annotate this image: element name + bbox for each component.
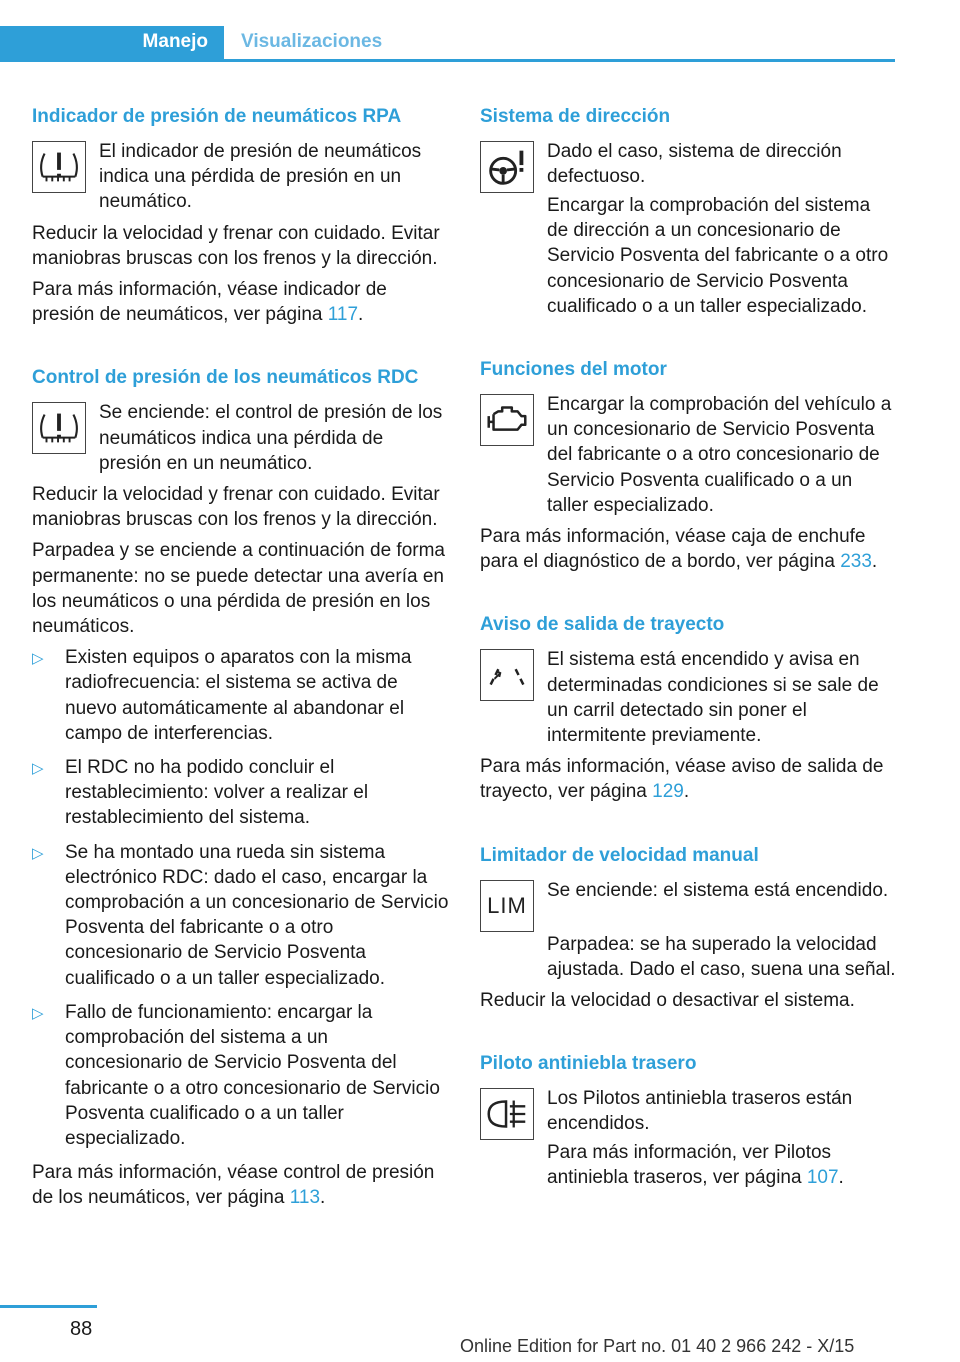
section-rdc — [32, 365, 450, 1210]
section-steering-icon-row — [480, 139, 896, 197]
section-rpa-p2: Para más información, véase indicador de presión de neumáticos, ver página 117. — [32, 279, 387, 326]
section-rdc-p3: Para más información, véase control de presión de los neumáticos, ver página 113. — [32, 1162, 435, 1209]
page-link-113[interactable]: 113 — [289, 1187, 321, 1209]
steering-wheel-warning-icon — [480, 141, 534, 193]
section-fog-icon-text: Los Pilotos antiniebla traseros están encendidos. — [547, 1088, 853, 1135]
section-limiter — [480, 843, 896, 1014]
section-lane-icon-row — [480, 647, 896, 748]
section-rpa-icon-text: El indicador de presión de neumáticos indica una pérdida de presión en un neumático. — [99, 141, 422, 213]
section-fog — [480, 1051, 896, 1190]
page-number-rule — [0, 1305, 97, 1308]
section-engine-p1: Para más información, véase caja de enchufe para el diagnóstico de a bordo, ver página 233. — [480, 526, 878, 573]
list-item: ▷ El RDC no ha podido concluir el restablecimiento: volver a realizar el restablecimiento del sistema. — [32, 757, 369, 829]
tab-manejo[interactable] — [0, 26, 224, 62]
section-rpa-p1: Reducir la velocidad y frenar con cuidado. Evitar maniobras bruscas con los frenos y la dirección. — [32, 222, 440, 269]
triangle-bullet-icon: ▷ — [32, 844, 44, 862]
section-steering-title: Sistema de dirección — [480, 106, 671, 127]
triangle-bullet-icon: ▷ — [32, 760, 44, 778]
section-limiter-title: Limitador de velocidad manual — [480, 844, 759, 866]
section-lane — [480, 612, 896, 804]
tab-manejo-label: Manejo — [142, 31, 208, 52]
header-rule — [0, 59, 895, 62]
section-engine-icon-text: Encargar la comprobación del vehículo a un concesionario de Servicio Posventa del fabricante o a otro concesionario de Servicio Posventa cualificado o a un taller especializado. — [547, 394, 892, 516]
section-rpa — [32, 104, 450, 327]
section-steering-icon-text: Dado el caso, sistema de dirección defectuoso. — [547, 141, 842, 188]
section-limiter-p1: Parpadea: se ha superado la velocidad ajustada. Dado el caso, suena una señal. — [547, 933, 896, 980]
left-column — [32, 104, 450, 1249]
page-link-117[interactable]: 117 — [327, 304, 359, 326]
section-rdc-bullets — [32, 645, 450, 1151]
section-rdc-p1: Reducir la velocidad y frenar con cuidado. Evitar maniobras bruscas con los frenos y la dirección. — [32, 484, 440, 531]
right-column — [480, 104, 896, 1229]
section-fog-title: Piloto antiniebla trasero — [480, 1053, 697, 1075]
section-engine-icon-row — [480, 392, 896, 518]
section-engine-title: Funciones del motor — [480, 359, 667, 381]
list-item: ▷ Fallo de funcionamiento: encargar la comprobación del sistema a un concesionario de Servicio Posventa del fabricante o a otro concesionario de Servicio Posventa cualificado o a un taller especializado. — [32, 1001, 440, 1149]
section-rdc-p2: Parpadea y se enciende a continuación de forma permanente: no se puede detectar una avería en los neumáticos o una pérdida de presión en los neumáticos. — [32, 540, 445, 638]
rear-fog-light-icon — [480, 1088, 534, 1140]
lim-label: LIM — [487, 893, 527, 919]
page-number: 88 — [70, 1318, 93, 1340]
section-steering — [480, 104, 896, 319]
triangle-bullet-icon: ▷ — [32, 650, 44, 668]
section-engine — [480, 357, 896, 574]
engine-check-icon — [480, 394, 534, 446]
section-fog-p1: Para más información, ver Pilotos antiniebla traseros, ver página 107. — [547, 1142, 844, 1189]
section-limiter-icon-text: Se enciende: el sistema está encendido. — [547, 879, 889, 901]
section-steering-p1: Encargar la comprobación del sistema de dirección a un concesionario de Servicio Posventa del fabricante o a otro concesionario de Servicio Posventa cualificado o a un taller especializado. — [547, 195, 889, 317]
section-lane-icon-text: El sistema está encendido y avisa en determinadas condiciones si se sale de un carril detectado sin poner el intermitente previamente. — [547, 649, 879, 747]
tire-pressure-control-icon — [32, 402, 86, 454]
speed-limiter-icon — [480, 880, 534, 932]
section-limiter-icon-row — [480, 878, 896, 936]
header-tab-bar — [0, 26, 895, 62]
section-rpa-icon-row — [32, 139, 450, 215]
page-link-107[interactable]: 107 — [806, 1167, 839, 1189]
list-item: ▷ Existen equipos o aparatos con la misma radiofrecuencia: el sistema se activa de nuevo automáticamente al abandonar el campo de interferencias. — [32, 647, 412, 744]
tire-pressure-warning-icon — [32, 141, 86, 193]
section-rdc-title: Control de presión de los neumáticos RDC — [32, 367, 419, 389]
section-rpa-title: Indicador de presión de neumáticos RPA — [32, 106, 402, 127]
page-link-233[interactable]: 233 — [840, 551, 872, 573]
triangle-bullet-icon: ▷ — [32, 1004, 44, 1022]
page-link-129[interactable]: 129 — [652, 781, 684, 803]
section-limiter-p2: Reducir la velocidad o desactivar el sistema. — [480, 990, 855, 1012]
section-fog-icon-row — [480, 1086, 896, 1144]
section-lane-title: Aviso de salida de trayecto — [480, 614, 725, 636]
section-rdc-icon-row — [32, 400, 450, 476]
section-rdc-icon-text: Se enciende: el control de presión de los neumáticos indica una pérdida de presión en un neumático. — [99, 402, 443, 474]
lane-departure-icon — [480, 649, 534, 701]
section-lane-p1: Para más información, véase aviso de salida de trayecto, ver página 129. — [480, 756, 884, 803]
footer-edition: Online Edition for Part no. 01 40 2 966 242 - X/15 — [460, 1336, 855, 1356]
tab-visualizaciones[interactable]: Visualizaciones — [241, 31, 383, 52]
list-item: ▷ Se ha montado una rueda sin sistema electrónico RDC: dado el caso, encargar la comprobación a un concesionario de Servicio Posventa del fabricante o a otro concesionario de Servicio Posventa cualificado o a un taller especializado. — [32, 841, 449, 989]
